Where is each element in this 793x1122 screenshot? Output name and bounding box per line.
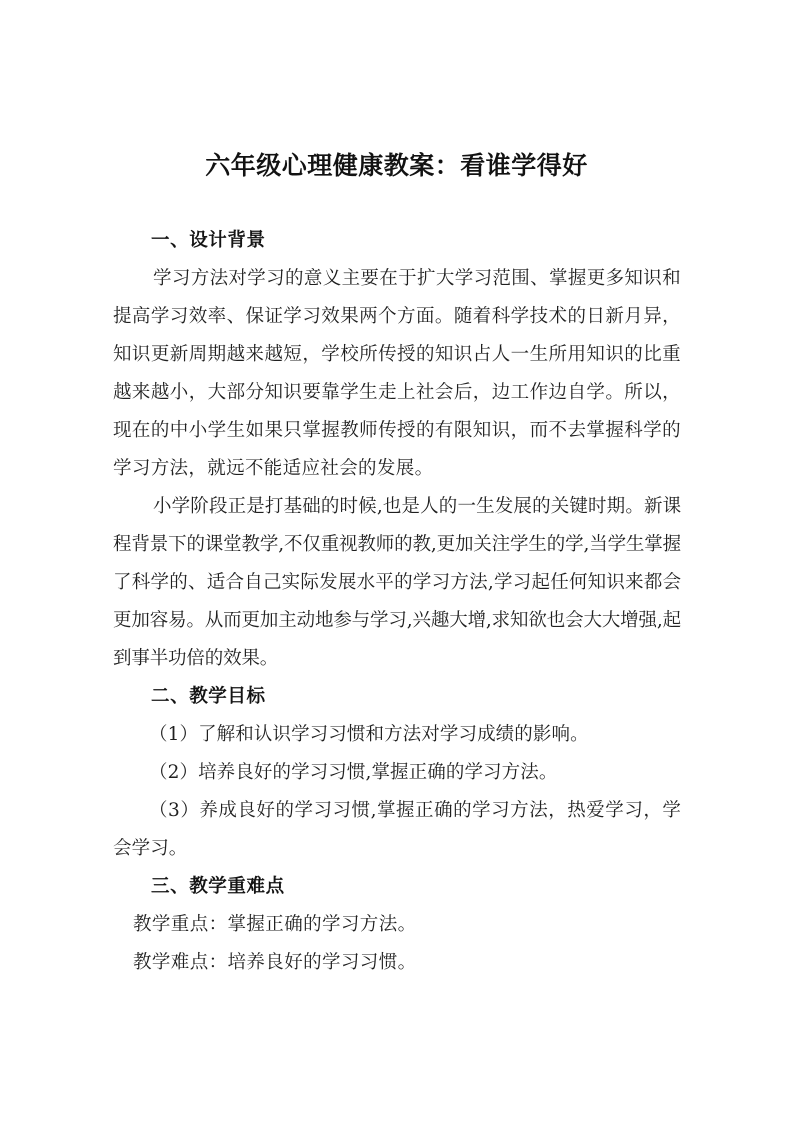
objective-item-3: （3）养成良好的学习习惯,掌握正确的学习方法，热爱学习，学会学习。 — [113, 800, 681, 859]
paragraph-design-background-2: 小学阶段正是打基础的时候,也是人的一生发展的关键时期。新课程背景下的课堂教学,不仅重视教师的教,更加关注学生的学,当学生掌握了科学的、适合自己实际发展水平的学习方法,学习起任何知识来都会更加容易。从而更加主动地参与学习,兴趣大增,求知欲也会大大增强,起到事半功倍的效果。 — [113, 496, 681, 669]
difficult-point-line: 教学难点：培养良好的学习习惯。 — [133, 952, 417, 973]
section-heading-teaching-objectives: 二、教学目标 — [151, 686, 266, 707]
key-point-line: 教学重点：掌握正确的学习方法。 — [133, 914, 417, 935]
objective-item-1: （1）了解和认识学习习惯和方法对学习成绩的影响。 — [149, 724, 589, 745]
document-body — [113, 222, 681, 982]
paragraph-design-background-1: 学习方法对学习的意义主要在于扩大学习范围、掌握更多知识和提高学习效率、保证学习效果两个方面。随着科学技术的日新月异，知识更新周期越来越短，学校所传授的知识占人一生所用知识的比重越来越小，大部分知识要靠学生走上社会后，边工作边自学。所以，现在的中小学生如果只掌握教师传授的有限知识，而不去掌握科学的学习方法，就远不能适应社会的发展。 — [113, 268, 681, 479]
page-title: 六年级心理健康教案：看谁学得好 — [205, 151, 588, 180]
section-heading-key-difficult-points: 三、教学重难点 — [151, 876, 285, 897]
objective-item-2: （2）培养良好的学习习惯,掌握正确的学习方法。 — [149, 762, 558, 783]
section-heading-design-background: 一、设计背景 — [151, 230, 266, 251]
